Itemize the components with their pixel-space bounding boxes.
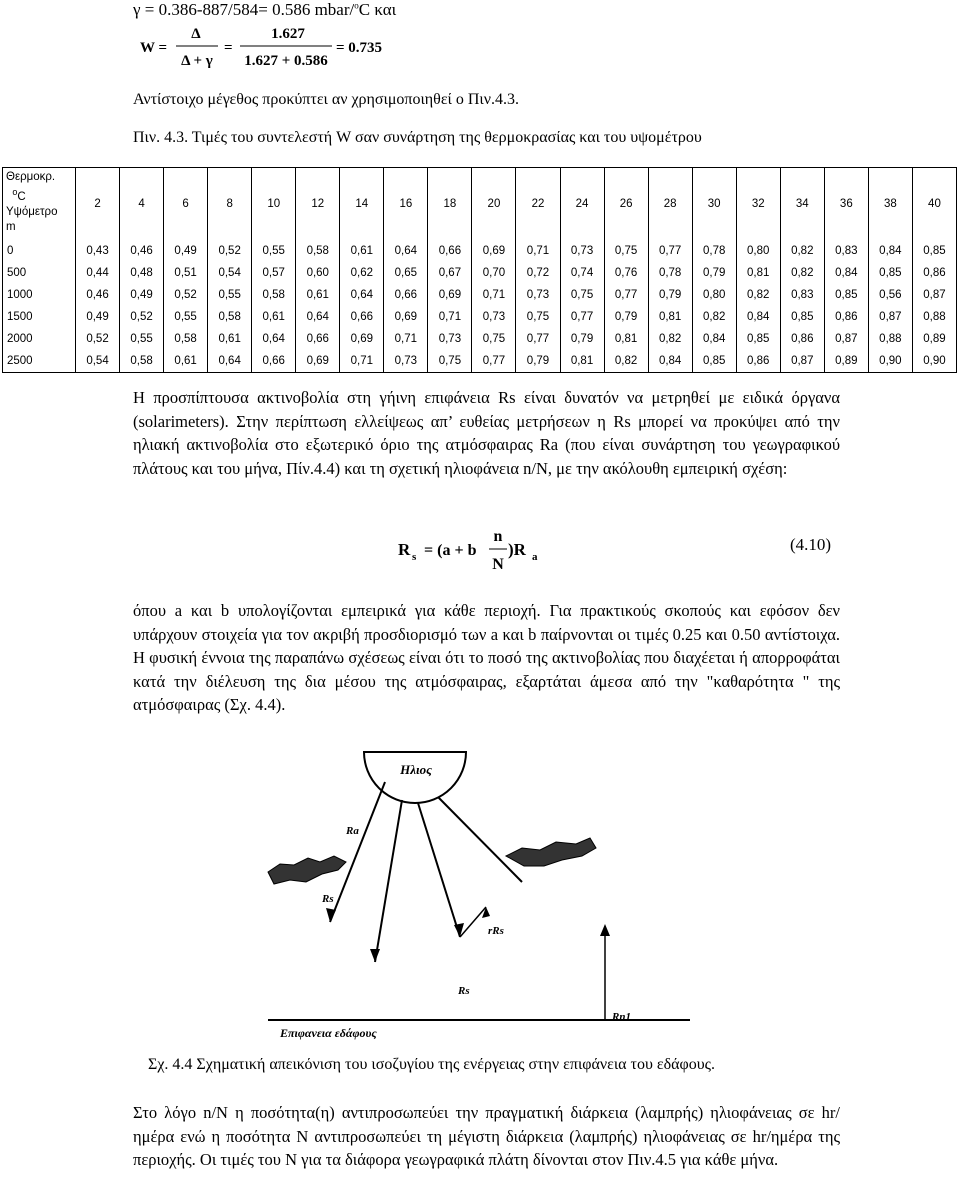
value-cell: 0,77 (648, 240, 692, 262)
value-cell: 0,71 (428, 306, 472, 328)
eq-open: = (a + b (424, 542, 477, 559)
value-cell: 0,73 (384, 350, 428, 373)
value-cell: 0,69 (384, 306, 428, 328)
value-cell: 0,69 (340, 328, 384, 350)
w-result: = 0.735 (336, 40, 383, 56)
arrow-middle-left (370, 949, 380, 962)
value-cell: 0,86 (912, 262, 956, 284)
value-cell: 0,85 (868, 262, 912, 284)
value-cell: 0,66 (252, 350, 296, 373)
value-cell: 0,84 (736, 306, 780, 328)
value-cell: 0,74 (560, 262, 604, 284)
paragraph-empirical: όπου a και b υπολογίζονται εμπειρικά για κάθε περιοχή. Για πρακτικούς σκοπούς και εφόσον δεν υπάρχουν στοιχεία για τον ακριβή προσδιορισμό των a και b παίρνονται οι τιμές 0.25 και 0.50 αντίστοιχα. Η φυσική έννοια της παραπάνω σχέσεως είναι ότι το ποσό της ακτινοβολίας που διαχέεται ή απορροφάται κατά την διέλευση της δια μέσου της ατμόσφαιρας, εξαρτάται άμεσα από την "καθαρότητα " της ατμόσφαιρας (Σχ. 4.4). (133, 601, 840, 714)
temp-header-cell: 2 (76, 168, 120, 241)
value-cell: 0,86 (824, 306, 868, 328)
value-cell: 0,82 (736, 284, 780, 306)
arrow-left (326, 908, 336, 922)
value-cell: 0,86 (736, 350, 780, 373)
value-cell: 0,85 (736, 328, 780, 350)
value-cell: 0,73 (516, 284, 560, 306)
ray-left (330, 782, 385, 922)
value-cell: 0,49 (164, 240, 208, 262)
value-cell: 0,64 (384, 240, 428, 262)
temp-header-cell: 32 (736, 168, 780, 241)
value-cell: 0,61 (296, 284, 340, 306)
reflected-ray (460, 907, 486, 937)
corner-celsius: C (17, 190, 26, 203)
value-cell: 0,88 (868, 328, 912, 350)
net-radiation-arrow (600, 924, 610, 936)
temp-header-cell: 18 (428, 168, 472, 241)
value-cell: 0,54 (76, 350, 120, 373)
value-cell: 0,66 (296, 328, 340, 350)
value-cell: 0,87 (824, 328, 868, 350)
value-cell: 0,71 (384, 328, 428, 350)
table-body (3, 240, 957, 373)
temp-header-cell: 26 (604, 168, 648, 241)
paragraph-sunshine: Στο λόγο n/N η ποσότητα(η) αντιπροσωπεύει την πραγματική διάρκεια (λαμπρής) ηλιοφάνειας σε hr/ημέρα ενώ η ποσότητα N αντιπροσωπεύει τη μέγιστη διάρκεια (λαμπρής) ηλιοφάνειας σε hr/ημέρα της περιοχής. Οι τιμές του N για τα διάφορα γεωγραφικά πλάτη δίνονται στον Πιν.4.5 για κάθε μήνα. (133, 1103, 840, 1169)
value-cell: 0,90 (868, 350, 912, 373)
temp-header-cell: 22 (516, 168, 560, 241)
value-cell: 0,64 (208, 350, 252, 373)
altitude-cell: 1000 (3, 284, 76, 306)
temp-header-cell: 30 (692, 168, 736, 241)
temp-header-cell: 40 (912, 168, 956, 241)
value-cell: 0,46 (76, 284, 120, 306)
value-cell: 0,79 (692, 262, 736, 284)
value-cell: 0,79 (516, 350, 560, 373)
value-cell: 0,76 (604, 262, 648, 284)
value-cell: 0,48 (120, 262, 164, 284)
value-cell: 0,73 (428, 328, 472, 350)
ray-right (438, 797, 522, 882)
value-cell: 0,61 (340, 240, 384, 262)
table-reference-note: Αντίστοιχο μέγεθος προκύπτει αν χρησιμοποιηθεί ο Πιν.4.3. (133, 91, 519, 108)
corner-cell (3, 168, 76, 241)
value-cell: 0,86 (780, 328, 824, 350)
value-cell: 0,58 (120, 350, 164, 373)
value-cell: 0,83 (824, 240, 868, 262)
ground-label: Επιφανεια εδάφους (280, 1026, 377, 1040)
table-row (3, 240, 957, 262)
value-cell: 0,81 (736, 262, 780, 284)
value-cell: 0,55 (252, 240, 296, 262)
value-cell: 0,49 (120, 284, 164, 306)
value-cell: 0,90 (912, 350, 956, 373)
value-cell: 0,58 (208, 306, 252, 328)
temp-header-cell: 20 (472, 168, 516, 241)
gamma-text: γ = 0.386-887/584= 0.586 mbar/ (133, 0, 355, 19)
table-row (3, 350, 957, 373)
value-cell: 0,79 (604, 306, 648, 328)
value-cell: 0,70 (472, 262, 516, 284)
value-cell: 0,64 (252, 328, 296, 350)
temp-header-cell: 34 (780, 168, 824, 241)
altitude-cell: 500 (3, 262, 76, 284)
value-cell: 0,75 (472, 328, 516, 350)
value-cell: 0,79 (560, 328, 604, 350)
value-cell: 0,87 (868, 306, 912, 328)
value-cell: 0,66 (384, 284, 428, 306)
table-caption: Πιν. 4.3. Τιμές του συντελεστή W σαν συνάρτηση της θερμοκρασίας και του υψομέτρου (133, 129, 702, 146)
value-cell: 0,72 (516, 262, 560, 284)
value-cell: 0,85 (912, 240, 956, 262)
value-cell: 0,49 (76, 306, 120, 328)
equation-4-10 (396, 525, 656, 575)
value-cell: 0,89 (824, 350, 868, 373)
value-cell: 0,60 (296, 262, 340, 284)
cloud-right (506, 838, 596, 866)
value-cell: 0,61 (164, 350, 208, 373)
value-cell: 0,54 (208, 262, 252, 284)
value-cell: 0,80 (736, 240, 780, 262)
value-cell: 0,69 (472, 240, 516, 262)
value-cell: 0,52 (76, 328, 120, 350)
value-cell: 0,61 (208, 328, 252, 350)
value-cell: 0,82 (780, 262, 824, 284)
table-row (3, 284, 957, 306)
label-rs-bottom: Rs (458, 985, 470, 997)
eq-sub-a: a (532, 551, 538, 563)
value-cell: 0,58 (296, 240, 340, 262)
value-cell: 0,75 (516, 306, 560, 328)
eq-n: n (493, 528, 503, 545)
temp-header-cell: 14 (340, 168, 384, 241)
value-cell: 0,85 (780, 306, 824, 328)
value-cell: 0,84 (868, 240, 912, 262)
label-ra: Ra (346, 825, 359, 837)
temp-header-cell: 4 (120, 168, 164, 241)
w-coefficient-table (2, 167, 957, 373)
value-cell: 0,71 (340, 350, 384, 373)
value-cell: 0,52 (120, 306, 164, 328)
value-cell: 0,81 (648, 306, 692, 328)
value-cell: 0,80 (692, 284, 736, 306)
value-cell: 0,81 (604, 328, 648, 350)
gamma-equation-line (133, 0, 396, 20)
value-cell: 0,61 (252, 306, 296, 328)
temp-header-cell: 12 (296, 168, 340, 241)
value-cell: 0,73 (472, 306, 516, 328)
value-cell: 0,64 (296, 306, 340, 328)
corner-altitude-label: Υψόμετρο (6, 205, 58, 218)
temp-header-cell: 38 (868, 168, 912, 241)
label-rs-top: Rs (322, 893, 334, 905)
value-cell: 0,85 (692, 350, 736, 373)
degree-sup: o (354, 0, 359, 11)
value-cell: 0,57 (252, 262, 296, 284)
cloud-left (268, 856, 346, 884)
table-row (3, 262, 957, 284)
ray-middle (418, 803, 460, 937)
value-cell: 0,58 (164, 328, 208, 350)
value-cell: 0,52 (164, 284, 208, 306)
temp-header-cell: 6 (164, 168, 208, 241)
frac1-numerator: Δ (191, 26, 201, 42)
value-cell: 0,83 (780, 284, 824, 306)
ray-middle-left (375, 800, 402, 962)
value-cell: 0,88 (912, 306, 956, 328)
frac1-denominator: Δ + γ (181, 53, 213, 69)
value-cell: 0,77 (516, 328, 560, 350)
corner-temperature-label: Θερμοκρ. (6, 171, 56, 183)
w-formula (140, 22, 383, 72)
temp-header-cell: 28 (648, 168, 692, 241)
value-cell: 0,43 (76, 240, 120, 262)
table-row (3, 328, 957, 350)
value-cell: 0,82 (780, 240, 824, 262)
eq-sub-s: s (412, 551, 417, 563)
value-cell: 0,55 (208, 284, 252, 306)
altitude-cell: 2500 (3, 350, 76, 373)
value-cell: 0,84 (692, 328, 736, 350)
value-cell: 0,75 (560, 284, 604, 306)
frac-equals: = (224, 40, 233, 56)
value-cell: 0,81 (560, 350, 604, 373)
value-cell: 0,46 (120, 240, 164, 262)
value-cell: 0,89 (912, 328, 956, 350)
temp-header-cell: 16 (384, 168, 428, 241)
value-cell: 0,82 (692, 306, 736, 328)
value-cell: 0,44 (76, 262, 120, 284)
value-cell: 0,84 (824, 262, 868, 284)
label-rn1: Rn1 (612, 1011, 631, 1023)
value-cell: 0,62 (340, 262, 384, 284)
value-cell: 0,75 (604, 240, 648, 262)
paragraph-solar-radiation: Η προσπίπτουσα ακτινοβολία στη γήινη επιφάνεια Rs είναι δυνατόν να μετρηθεί με ειδικά όργανα (solarimeters). Στην περίπτωση ελλείψεως απ’ ευθείας μετρήσεων η Rs μπορεί να προκύψει από την ηλιακή ακτινοβολία στο εξωτερικό όριο της ατμόσφαιρας Ra (που είναι συνάρτηση του γεωγραφικού πλάτους και του μήνα, Πίν.4.4) και τη σχετική ηλιοφάνεια n/N, με την ακόλουθη εμπειρική σχέση: (133, 388, 840, 478)
value-cell: 0,51 (164, 262, 208, 284)
value-cell: 0,84 (648, 350, 692, 373)
value-cell: 0,56 (868, 284, 912, 306)
temp-header-cell: 36 (824, 168, 868, 241)
value-cell: 0,71 (472, 284, 516, 306)
value-cell: 0,78 (648, 262, 692, 284)
value-cell: 0,77 (604, 284, 648, 306)
frac2-denominator: 1.627 + 0.586 (244, 53, 328, 69)
frac2-numerator: 1.627 (271, 26, 305, 42)
value-cell: 0,55 (164, 306, 208, 328)
value-cell: 0,66 (428, 240, 472, 262)
value-cell: 0,82 (604, 350, 648, 373)
eq-N: N (492, 556, 504, 573)
value-cell: 0,77 (472, 350, 516, 373)
value-cell: 0,82 (648, 328, 692, 350)
value-cell: 0,79 (648, 284, 692, 306)
gamma-unit-tail: C και (358, 0, 397, 19)
value-cell: 0,65 (384, 262, 428, 284)
value-cell: 0,69 (428, 284, 472, 306)
value-cell: 0,71 (516, 240, 560, 262)
eq-close-R: )R (508, 540, 526, 559)
sun-label: Ηλιος (400, 762, 432, 777)
temp-header-cell: 8 (208, 168, 252, 241)
energy-balance-figure (260, 752, 700, 1042)
equation-number: (4.10) (790, 535, 832, 554)
value-cell: 0,78 (692, 240, 736, 262)
value-cell: 0,64 (340, 284, 384, 306)
temp-header-cell: 10 (252, 168, 296, 241)
label-rrs: rRs (488, 925, 504, 937)
reflected-arrow (482, 907, 490, 918)
figure-caption: Σχ. 4.4 Σχηματική απεικόνιση του ισοζυγίου της ενέργειας στην επιφάνεια του εδάφους. (148, 1056, 715, 1073)
value-cell: 0,85 (824, 284, 868, 306)
temp-header-cell: 24 (560, 168, 604, 241)
value-cell: 0,87 (780, 350, 824, 373)
altitude-cell: 0 (3, 240, 76, 262)
value-cell: 0,67 (428, 262, 472, 284)
w-lhs: W = (140, 40, 168, 56)
altitude-cell: 2000 (3, 328, 76, 350)
value-cell: 0,69 (296, 350, 340, 373)
value-cell: 0,87 (912, 284, 956, 306)
table-header-row (3, 168, 957, 241)
altitude-cell: 1500 (3, 306, 76, 328)
value-cell: 0,58 (252, 284, 296, 306)
value-cell: 0,52 (208, 240, 252, 262)
eq-R: R (398, 540, 411, 559)
value-cell: 0,66 (340, 306, 384, 328)
corner-meters: m (6, 220, 16, 233)
corner-degree-sup: o (12, 187, 18, 197)
value-cell: 0,75 (428, 350, 472, 373)
value-cell: 0,73 (560, 240, 604, 262)
table-row (3, 306, 957, 328)
value-cell: 0,55 (120, 328, 164, 350)
value-cell: 0,77 (560, 306, 604, 328)
